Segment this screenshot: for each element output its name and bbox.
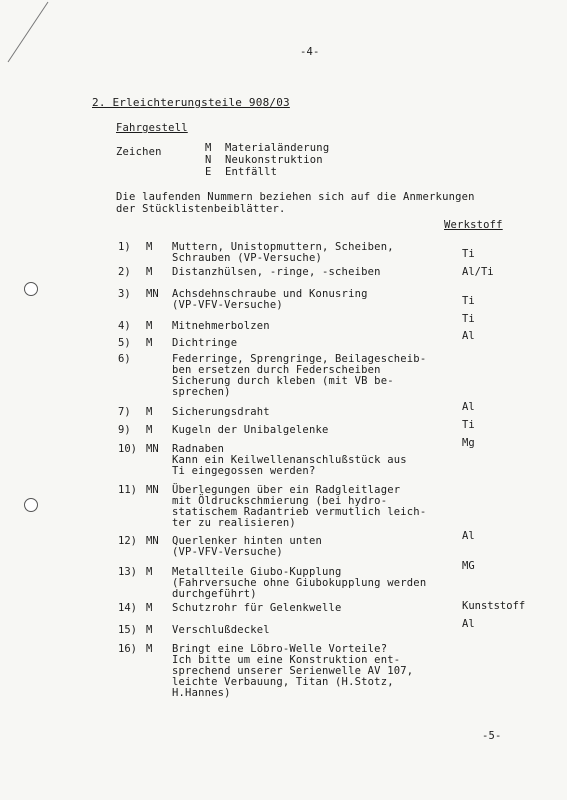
item-werkstoff: Ti — [462, 419, 475, 431]
item-text-line: statischem Radantrieb vermutlich leich- — [172, 506, 427, 518]
item-werkstoff: Al/Ti — [462, 266, 494, 278]
item-text-line: H.Hannes) — [172, 687, 231, 699]
item-text-line: Dichtringe — [172, 337, 238, 349]
item-text-line: Schutzrohr für Gelenkwelle — [172, 602, 342, 614]
item-text-line: sprechen) — [172, 386, 231, 398]
item-text-line: Bringt eine Löbro-Welle Vorteile? — [172, 643, 388, 655]
item-text-line: Ich bitte um eine Konstruktion ent- — [172, 654, 401, 666]
item-number: 13) — [118, 566, 137, 578]
item-text-line: Schrauben (VP-Versuche) — [172, 252, 322, 264]
item-code: M — [146, 566, 153, 578]
item-text-line: Sicherungsdraht — [172, 406, 270, 418]
item-text-line: Metallteile Giubo-Kupplung — [172, 566, 342, 578]
item-code: M — [146, 602, 153, 614]
item-code: M — [146, 624, 153, 636]
page-number-top: -4- — [300, 46, 320, 58]
intro-line: Die laufenden Nummern beziehen sich auf die Anmerkungen — [116, 191, 475, 203]
item-number: 16) — [118, 643, 137, 655]
item-code: MN — [146, 288, 159, 300]
item-number: 3) — [118, 288, 131, 300]
item-code: M — [146, 406, 153, 418]
item-werkstoff: Al — [462, 401, 475, 413]
item-werkstoff: Ti — [462, 295, 475, 307]
item-number: 10) — [118, 443, 137, 455]
item-number: 9) — [118, 424, 131, 436]
item-text-line: Federringe, Sprengringe, Beilagescheib- — [172, 353, 427, 365]
item-text-line: ter zu realisieren) — [172, 517, 296, 529]
item-number: 7) — [118, 406, 131, 418]
item-text-line: Achsdehnschraube und Konusring — [172, 288, 368, 300]
item-text-line: durchgeführt) — [172, 588, 257, 600]
werkstoff-header: Werkstoff — [444, 219, 503, 231]
item-werkstoff: Kunststoff — [462, 600, 526, 612]
item-text-line: Distanzhülsen, -ringe, -scheiben — [172, 266, 381, 278]
item-text-line: Kugeln der Unibalgelenke — [172, 424, 329, 436]
item-text-line: Muttern, Unistopmuttern, Scheiben, — [172, 241, 394, 253]
item-number: 15) — [118, 624, 137, 636]
legend-code: M — [205, 142, 212, 154]
item-number: 1) — [118, 241, 131, 253]
legend-text: Materialänderung — [225, 142, 330, 154]
item-number: 2) — [118, 266, 131, 278]
legend-text: Neukonstruktion — [225, 154, 323, 166]
item-text-line: mit Öldruckschmierung (bei hydro- — [172, 495, 388, 507]
legend-label: Zeichen — [116, 146, 162, 158]
punch-hole-top — [24, 282, 38, 296]
legend-text: Entfällt — [225, 166, 278, 178]
item-text-line: (VP-VFV-Versuche) — [172, 299, 283, 311]
item-text-line: ben ersetzen durch Federscheiben — [172, 364, 381, 376]
item-code: MN — [146, 535, 159, 547]
item-code: M — [146, 424, 153, 436]
item-text-line: Sicherung durch kleben (mit VB be- — [172, 375, 394, 387]
punch-hole-bottom — [24, 498, 38, 512]
item-text-line: Querlenker hinten unten — [172, 535, 322, 547]
item-text-line: Ti eingegossen werden? — [172, 465, 316, 477]
item-werkstoff: Mg — [462, 437, 475, 449]
intro-line: der Stücklistenbeiblätter. — [116, 203, 286, 215]
item-text-line: sprechend unserer Serienwelle AV 107, — [172, 665, 414, 677]
item-werkstoff: Al — [462, 618, 475, 630]
item-werkstoff: Ti — [462, 248, 475, 260]
item-werkstoff: Ti — [462, 313, 475, 325]
legend-code: E — [205, 166, 212, 178]
legend-code: N — [205, 154, 212, 166]
item-text-line: Überlegungen über ein Radgleitlager — [172, 484, 401, 496]
item-code: M — [146, 337, 153, 349]
item-text-line: Kann ein Keilwellenanschlußstück aus — [172, 454, 407, 466]
item-code: M — [146, 241, 153, 253]
item-werkstoff: MG — [462, 560, 475, 572]
item-code: M — [146, 643, 153, 655]
subheading: Fahrgestell — [116, 122, 188, 134]
item-text-line: Mitnehmerbolzen — [172, 320, 270, 332]
item-number: 4) — [118, 320, 131, 332]
item-number: 14) — [118, 602, 137, 614]
item-number: 12) — [118, 535, 137, 547]
item-text-line: (VP-VFV-Versuche) — [172, 546, 283, 558]
item-text-line: leichte Verbauung, Titan (H.Stotz, — [172, 676, 394, 688]
item-number: 5) — [118, 337, 131, 349]
item-text-line: Radnaben — [172, 443, 225, 455]
item-code: M — [146, 266, 153, 278]
item-code: M — [146, 320, 153, 332]
item-number: 11) — [118, 484, 137, 496]
section-title: 2. Erleichterungsteile 908/03 — [92, 96, 290, 109]
item-werkstoff: Al — [462, 530, 475, 542]
item-text-line: Verschlußdeckel — [172, 624, 270, 636]
item-number: 6) — [118, 353, 131, 365]
page-fold-mark — [0, 0, 60, 80]
page-number-bottom: -5- — [482, 730, 502, 742]
item-text-line: (Fahrversuche ohne Giubokupplung werden — [172, 577, 427, 589]
item-werkstoff: Al — [462, 330, 475, 342]
item-code: MN — [146, 443, 159, 455]
item-code: MN — [146, 484, 159, 496]
